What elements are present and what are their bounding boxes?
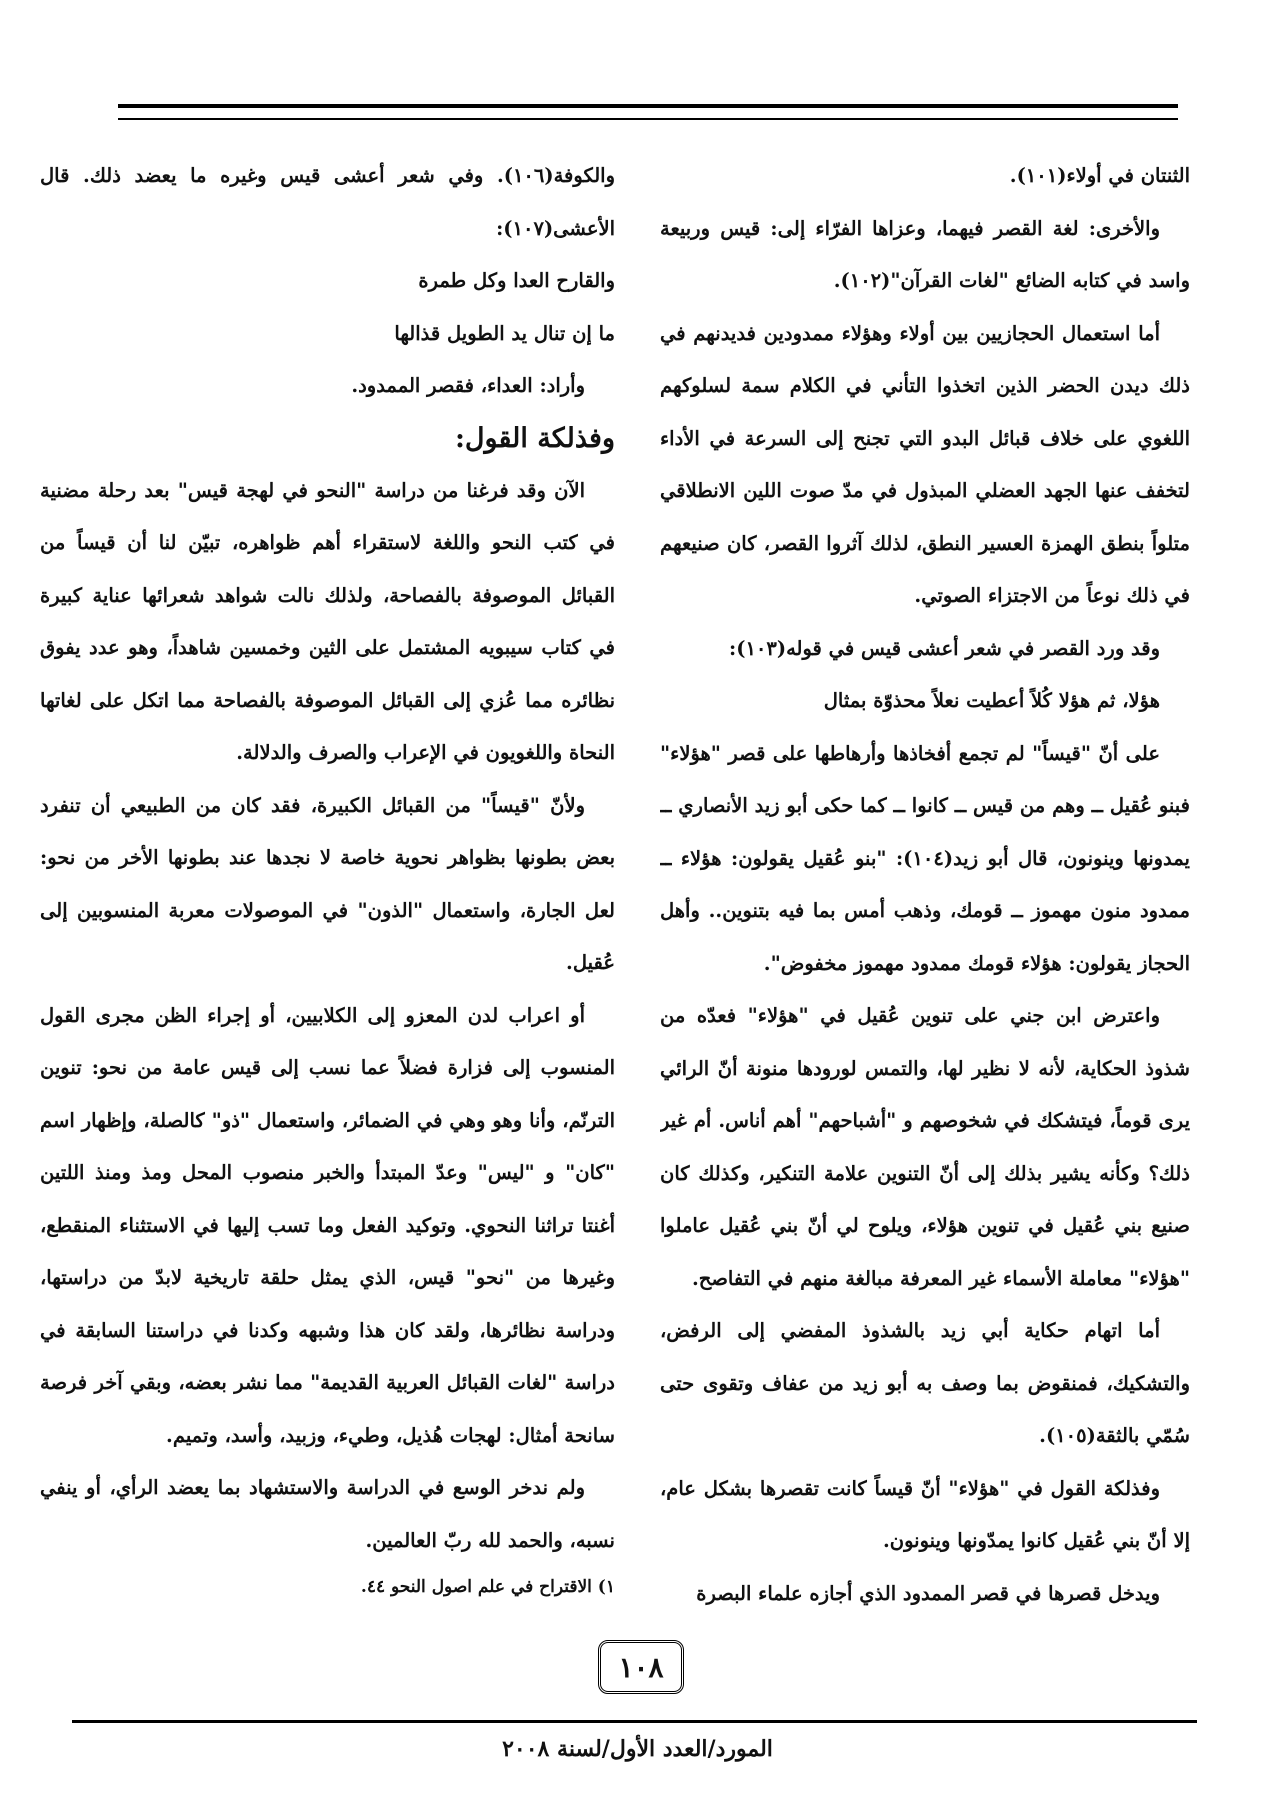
paragraph: أو اعراب لدن المعزو إلى الكلابيين، أو إجراء الظن مجرى القول المنسوب إلى فزارة فضلاً عما نسب إلى قيس عامة من نحو: تنوين الترنّم، وأنا وهو وهي في الضمائر، واستعمال "ذو" كالصلة، وإظهار اسم "كان" و "ليس" وعدّ المبتدأ والخبر منصوب المحل ومذ ومنذ اللتين أغنتا تراثنا النحوي. وتوكيد الفعل وما تسب إليها في الاستثناء المنقطع، وغيرها من "نحو" قيس، الذي يمثل حلقة تاريخية لابدّ من دراستها، ودراسة نظائرها، ولقد كان هذا وشبهه وكدنا في دراستنا السابقة في دراسة "لغات القبائل العربية القديمة" مما نشر بعضه، وبقي آخر فرصة سانحة أمثال: لهجات هُذيل، وطيء، وزبيد، وأسد، وتميم. [40,1003,615,1447]
paragraph: الثنتان في أولاء(١٠١). [1009,164,1190,187]
journal-footer: المورد/العدد الأول/لسنة ٢٠٠٨ [502,1736,773,1762]
paragraph: الآن وقد فرغنا من دراسة "النحو في لهجة قيس" بعد رحلة مضنية في كتب النحو واللغة لاستقراء أهم ظواهره، تبيّن لنا أن قيساً من القبائل الموصوفة بالفصاحة، ولذلك نالت شواهد شعرائها عناية كبيرة في كتاب سيبويه المشتمل على الثين وخمسين شاهداً، وهو عدد يفوق نظائره مما عُزي إلى القبائل الموصوفة بالفصاحة مما اتكل على لغاتها النحاة واللغويون في الإعراب والصرف والدلالة. [40,478,615,764]
header-rule-thin [118,118,1178,120]
poem-line: ما إن تنال يد الطويل قذالها [394,321,615,345]
paragraph: ويدخل قصرها في قصر الممدود الذي أجازه علماء البصرة [696,1581,1160,1605]
paragraph: وفذلكة القول في "هؤلاء" أنّ قيساً كانت تقصرها بشكل عام، إلا أنّ بني عُقيل كانوا يمدّونها وينونون. [660,1476,1190,1552]
paragraph: على أنّ "قيساً" لم تجمع أفخاذها وأرهاطها على قصر "هؤلاء" فبنو عُقيل ــ وهم من قيس ــ كانوا ــ كما حكى أبو زيد الأنصاري ــ يمدونها وينونون، قال أبو زيد(١٠٤): "بنو عُقيل يقولون: هؤلاء ــ ممدود منون مهموز ــ قومك، وذهب أمس بما فيه بتنوين.. وأهل الحجاز يقولون: هؤلاء قومك ممدود مهموز مخفوض". [660,741,1190,975]
poem-line: هؤلا، ثم هؤلا كُلاً أعطيت نعلاً محذوّة بمثال [823,689,1160,712]
paragraph: وقد ورد القصر في شعر أعشى قيس في قوله(١٠٣): [729,636,1160,660]
paragraph: والكوفة(١٠٦). وفي شعر أعشى قيس وغيره ما يعضد ذلك. قال الأعشى(١٠٧): [40,164,615,240]
paragraph: أما اتهام حكاية أبي زيد بالشذوذ المفضي إلى الرفض، والتشكيك، فمنقوض بما وصف به أبو زيد من عفاف وتقوى حتى سُمّي بالثقة(١٠٥). [660,1319,1190,1447]
right-column [660,150,1190,1670]
section-heading: وفذلكة القول: [454,422,615,454]
paragraph: وأراد: العداء، فقصر الممدود. [351,374,585,397]
footnote: ١) الاقتراح في علم اصول النحو ٤٤. [360,1577,615,1597]
paragraph: ولأنّ "قيساً" من القبائل الكبيرة، فقد كان من الطبيعي أن تنفرد بعض بطونها بظواهر نحوية خاصة لا نجدها عند بطونها الأخر من نحو: لعل الجارة، واستعمال "الذون" في الموصولات معربة المنسوبين إلى عُقيل. [40,793,615,974]
page-number: ١٠٨ [598,1640,684,1694]
paragraph: أما استعمال الحجازيين بين أولاء وهؤلاء ممدودين فديدنهم في ذلك ديدن الحضر الذين اتخذوا التأني في الكلام سمة لسلوكهم اللغوي على خلاف قبائل البدو التي تجنح إلى السرعة في الأداء لتخفف عنها الجهد العضلي المبذول في مدّ صوت اللين الانطلاقي متلواً بنطق الهمزة العسير النطق، لذلك آثروا القصر، كان صنيعهم في ذلك نوعاً من الاجتزاء الصوتي. [660,321,1190,607]
header-rule [118,104,1178,108]
paragraph: والأخرى: لغة القصر فيهما، وعزاها الفرّاء إلى: قيس وربيعة واسد في كتابه الضائع "لغات القرآن"(١٠٢). [660,216,1190,292]
paragraph: واعترض ابن جني على تنوين عُقيل في "هؤلاء" فعدّه من شذوذ الحكاية، لأنه لا نظير لها، والتمس لورودها منونة أنّ الرائي يرى قوماً، فيتشكك في شخوصهم و "أشباحهم" أهم أناس. أم غير ذلك؟ وكأنه يشير بذلك إلى أنّ التنوين علامة التنكير، وكذلك كان صنيع بني عُقيل في تنوين هؤلاء، ويلوح لي أنّ بني عُقيل عاملوا "هؤلاء" معاملة الأسماء غير المعرفة مبالغة منهم في التفاصح. [660,1004,1190,1290]
footer-rule [72,1720,1197,1723]
paragraph: ولم ندخر الوسع في الدراسة والاستشهاد بما يعضد الرأي، أو ينفي نسبه، والحمد لله ربّ العالمين. [40,1476,615,1552]
left-column [40,150,615,1670]
poem-line: والقارح العدا وكل طمرة [418,269,615,292]
